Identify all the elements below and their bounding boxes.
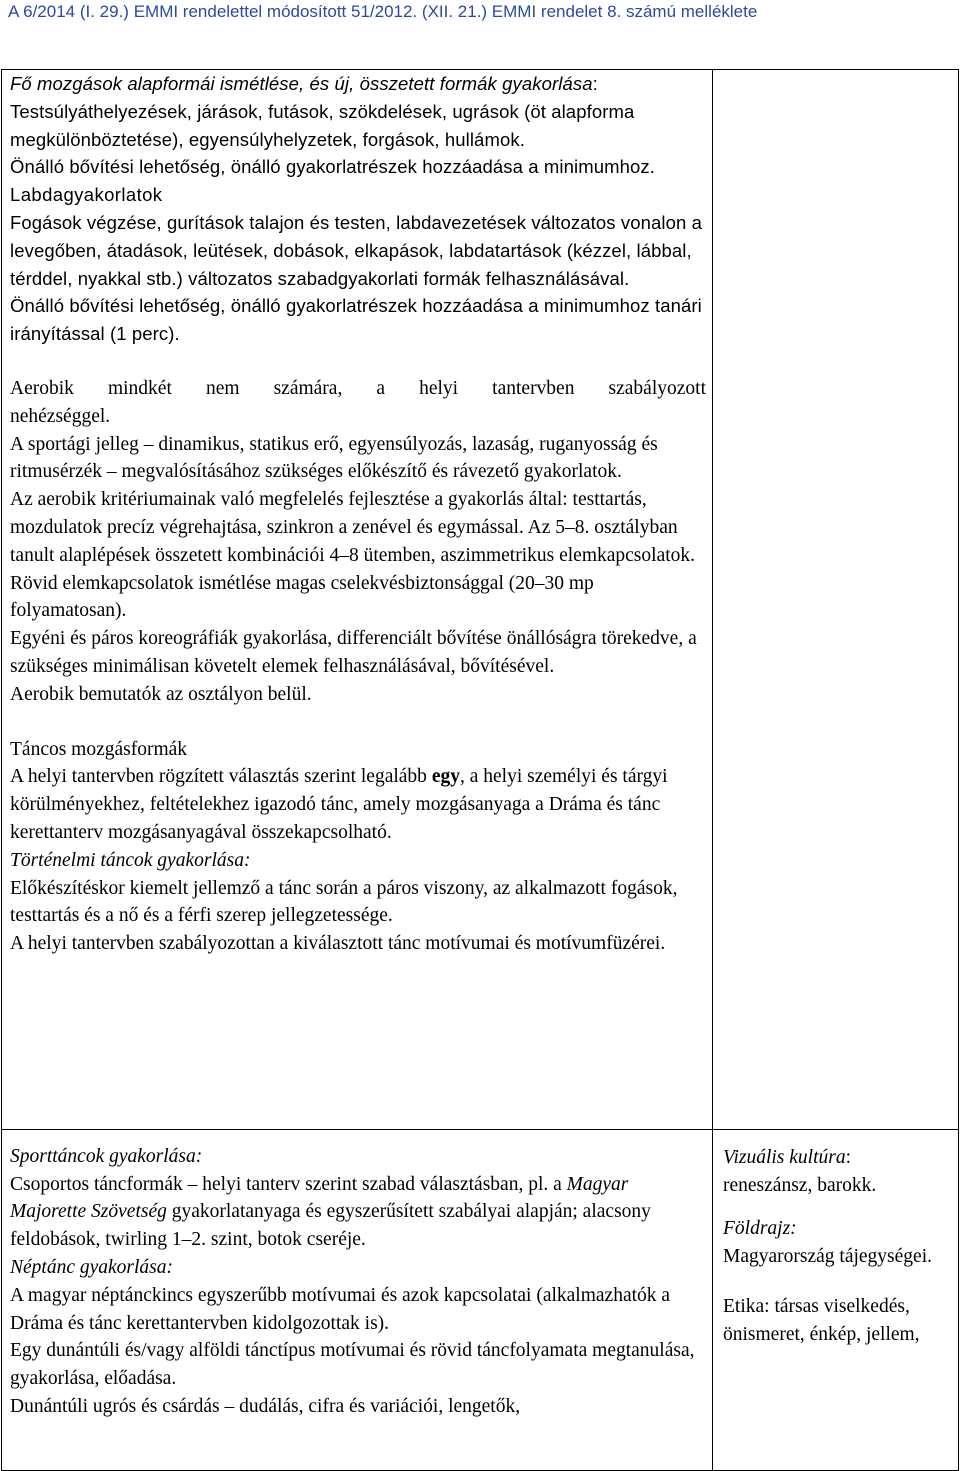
- side-column-lower: [713, 1129, 959, 1470]
- document-header: A 6/2014 (I. 29.) EMMI rendelettel módosított 51/2012. (XII. 21.) EMMI rendelet 8. számú melléklete: [8, 2, 758, 21]
- paragraph: Előkészítéskor kiemelt jellemző a tánc során a páros viszony, az alkalmazott fogások, testtartás és a nő és a férfi szerep jellegzetessége.: [10, 877, 678, 927]
- upper-cell-content: [2, 70, 712, 976]
- paragraph: A helyi tantervben rögzített választás szerint legalább egy, a helyi személyi és tárgyi körülményekhez, feltételekhez igazodó tánc, amely mozgásanyaga a Dráma és tánc kerettanterv mozgásanyagával összekapcsolható.: [10, 766, 668, 843]
- paragraph: A helyi tantervben szabályozottan a kiválasztott tánc motívumai és motívumfüzérei.: [10, 933, 666, 955]
- link-text: Magyarország tájegységei.: [723, 1246, 932, 1268]
- content-table: [1, 69, 959, 1471]
- section-title: Labdagyakorlatok: [10, 184, 163, 206]
- paragraph: Az aerobik kritériumainak való megfelelés fejlesztése a gyakorlás által: testtartás, mozdulatok precíz végrehajtása, szinkron a zenével és egymással. Az 5–8. osztályban tanult alaplépések összetett kombinációi 4–8 ütemben, aszimmetrikus elemkapcsolatok.: [10, 489, 696, 566]
- paragraph: Egy dunántúli és/vagy alföldi tánctípus motívumai és rövid táncfolyamata megtanulása, gyakorlása, előadása.: [10, 1340, 695, 1390]
- spacer: [10, 348, 706, 375]
- spacer: [723, 1272, 950, 1293]
- basic-movements-heading: Fő mozgások alapformái ismétlése, és új, összetett formák gyakorlása:: [10, 73, 598, 94]
- cross-curricular-links: [713, 1130, 958, 1350]
- table-row: [2, 70, 959, 1130]
- paragraph: Önálló bővítési lehetőség, önálló gyakorlatrészek hozzáadása a minimumhoz tanári irányítással (1 perc).: [10, 295, 702, 345]
- paragraph: Fogások végzése, gurítások talajon és testen, labdavezetések változatos vonalon a levegőben, átadások, leütések, dobások, elkapások, labdatartások (kézzel, lábbal, térddel, nyakkal stb.) változatos szabadgyakorlati formák felhasználásával.: [10, 211, 702, 289]
- link-heading: Földrajz:: [723, 1217, 797, 1239]
- link-heading: Vizuális kultúra:: [723, 1146, 852, 1168]
- paragraph: Rövid elemkapcsolatok ismétlése magas cselekvésbiztonsággal (20–30 mp folyamatosan).: [10, 572, 594, 622]
- main-column-lower: [2, 1129, 713, 1470]
- paragraph: Dunántúli ugrós és csárdás – dudálás, cifra és variációi, lengetők,: [10, 1395, 521, 1417]
- section-basic-movements: [10, 70, 706, 348]
- spacer: [10, 709, 706, 736]
- section-title: Fő mozgások alapformái ismétlése, és új, összetett formák gyakorlása: [10, 73, 593, 94]
- table-row: [2, 1129, 959, 1470]
- subsection-title: Néptánc gyakorlása:: [10, 1256, 174, 1278]
- paragraph: Aerobik mindkét nem számára, a helyi tantervben szabályozott: [10, 377, 706, 399]
- paragraph: A sportági jelleg – dinamikus, statikus erő, egyensúlyozás, lazaság, ruganyosság és ritmusérzék – megvalósításához szükséges előkészítő és rávezető gyakorlatok.: [10, 433, 658, 483]
- paragraph: A magyar néptánckincs egyszerűbb motívumai és azok kapcsolatai (alkalmazhatók a Dráma és tánc kerettantervben kidolgozottak is).: [10, 1284, 671, 1334]
- lower-cell-content: [2, 1130, 712, 1421]
- paragraph: Aerobik bemutatók az osztályon belül.: [10, 683, 312, 705]
- section-aerobics: [10, 375, 706, 709]
- paragraph: Önálló bővítési lehetőség, önálló gyakorlatrészek hozzáadása a minimumhoz.: [10, 156, 655, 178]
- section-title: Sporttáncok gyakorlása:: [10, 1145, 203, 1167]
- spacer: [723, 1201, 950, 1215]
- side-column-upper: [713, 70, 959, 1130]
- main-column-upper: [2, 70, 713, 1130]
- link-text: Etika: társas viselkedés, önismeret, énkép, jellem,: [723, 1295, 920, 1346]
- section-dance: [10, 736, 706, 958]
- paragraph: Egyéni és páros koreográfiák gyakorlása, differenciált bővítése önállóságra törekedve, a szükséges minimálisan követelt elemek felhasználásával, bővítésével.: [10, 628, 697, 677]
- paragraph: Csoportos táncformák – helyi tanterv szerint szabad választásban, pl. a Magyar Majorette Szövetség gyakorlatanyaga és egyszerűsített szabályai alapján; alacsony feldobások, twirling 1–2. szint, botok cseréje.: [10, 1173, 651, 1251]
- spacer: [10, 958, 706, 976]
- paragraph: Testsúlyáthelyezések, járások, futások, szökdelések, ugrások (öt alapforma megkülönböztetése), egyensúlyhelyzetek, forgások, hullámok.: [10, 100, 635, 150]
- subsection-title: Történelmi táncok gyakorlása:: [10, 849, 251, 871]
- section-title: Táncos mozgásformák: [10, 738, 188, 760]
- link-text: reneszánsz, barokk.: [723, 1175, 877, 1197]
- paragraph: nehézséggel.: [10, 405, 111, 427]
